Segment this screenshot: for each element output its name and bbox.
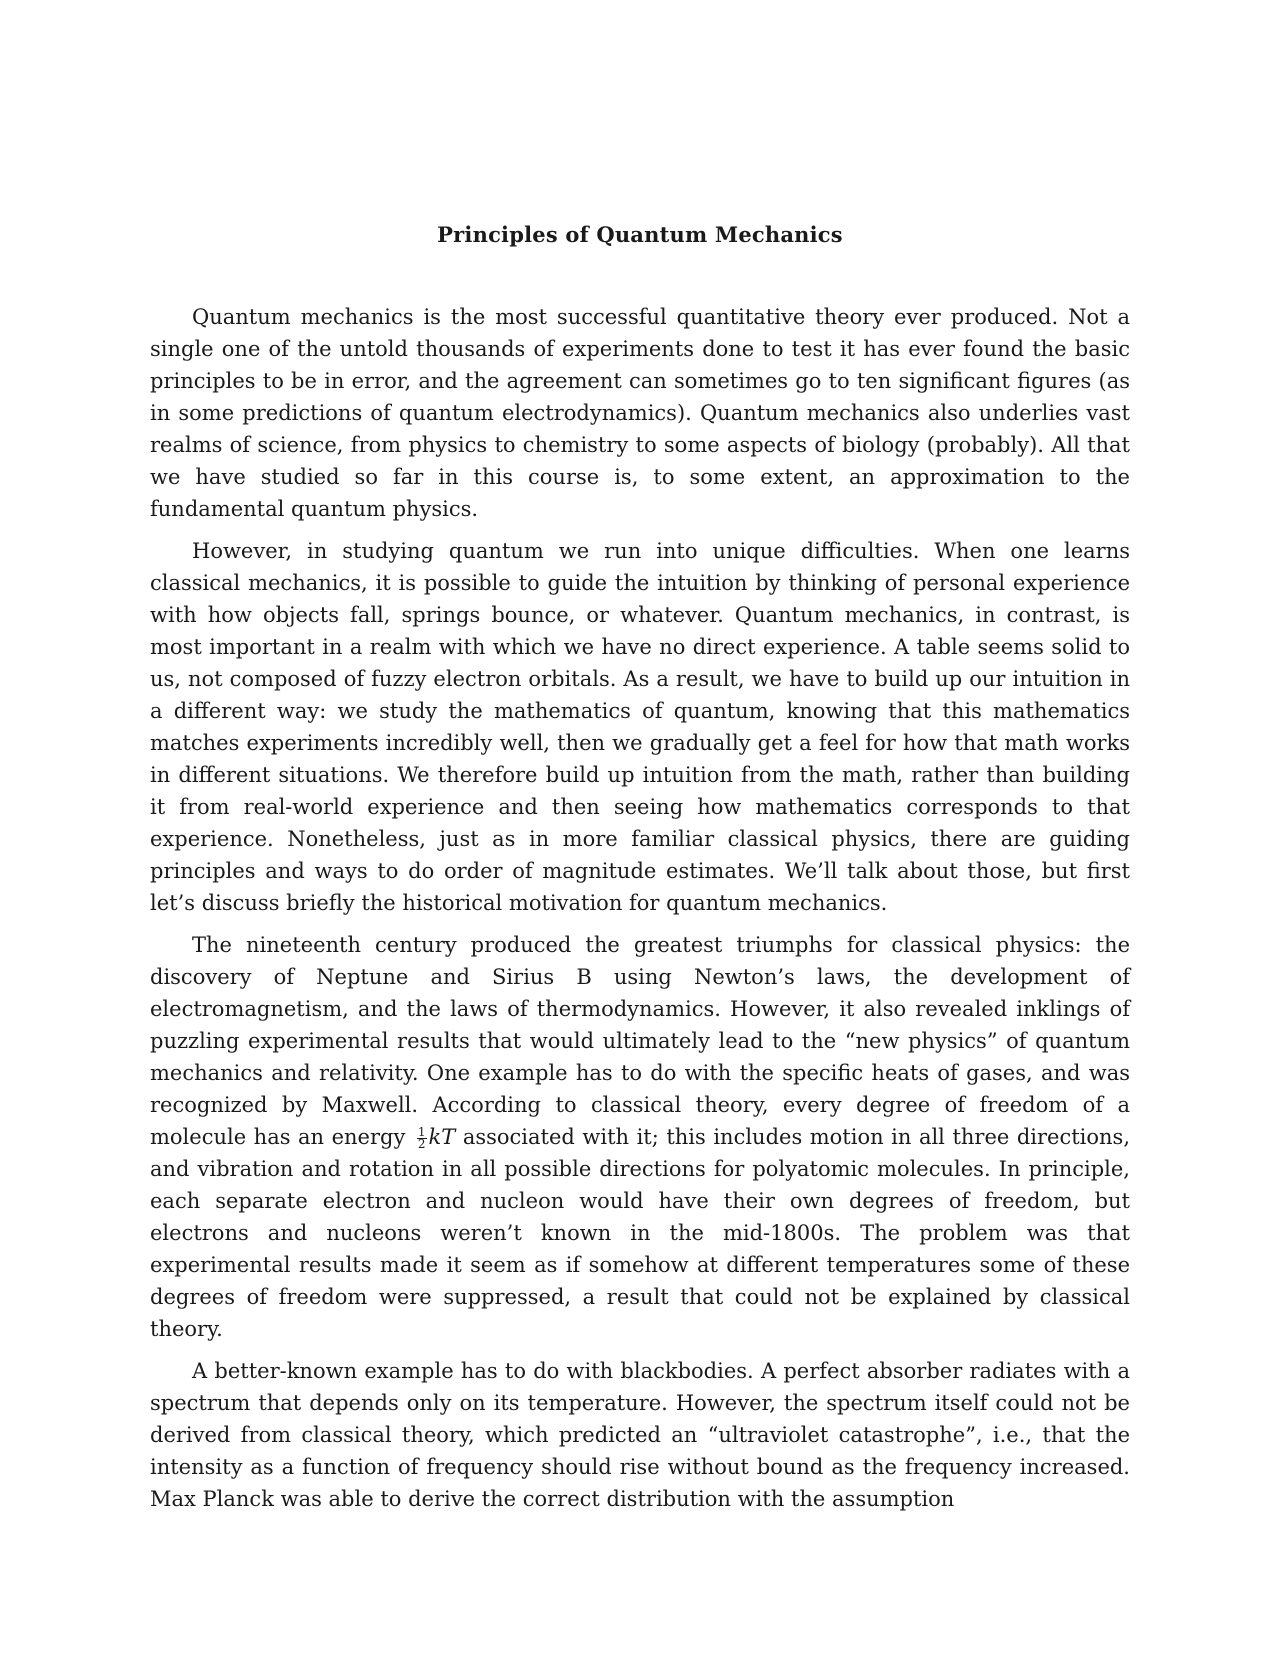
paragraph-1: Quantum mechanics is the most successful quantitative theory ever produced. Not a single one of the untold thousands of experiments done to test it has ever found the basic principles to be in error, and the agreement can sometimes go to ten significant figures (as in some predictions of quantum electrodynamics). Quantum mechanics also underlies vast realms of science, from physics to chemistry to some aspects of biology (probably). All that we have studied so far in this course is, to some extent, an approximation to the fundamental quantum physics. — [150, 305, 1130, 521]
paragraph-3-text-after: associated with it; this includes motion in all three directions, and vibration and rotation in all possible directions for polyatomic molecules. In principle, each separate electron and nucleon would have their own degrees of freedom, but electrons and nucleons weren’t known in the mid-1800s. The problem was that experimental results made it seem as if somehow at different temperatures some of these degrees of freedom were suppressed, a result that could not be explained by classical theory. — [150, 1125, 1130, 1341]
fraction-numerator: 1 — [417, 1125, 426, 1139]
paragraph-3-text-before: The nineteenth century produced the greatest triumphs for classical physics: the discovery of Neptune and Sirius B using Newton’s laws, the development of electromagnetism, and the laws of thermodynamics. However, it also revealed inklings of puzzling experimental results that would ultimately lead to the “new physics” of quantum mechanics and relativity. One example has to do with the specific heats of gases, and was recognized by Maxwell. According to classical theory, every degree of freedom of a molecule has an energy — [150, 933, 1130, 1149]
document-title: Principles of Quantum Mechanics — [437, 222, 843, 247]
fraction-denominator: 2 — [417, 1137, 426, 1151]
fraction-one-half — [417, 1127, 427, 1150]
paragraph-4: A better-known example has to do with blackbodies. A perfect absorber radiates with a spectrum that depends only on its temperature. However, the spectrum itself could not be derived from classical theory, which predicted an “ultraviolet catastrophe”, i.e., that the intensity as a function of frequency should rise without bound as the frequency increased. Max Planck was able to derive the correct distribution with the assumption — [150, 1359, 1130, 1511]
paragraph-2: However, in studying quantum we run into unique difficulties. When one learns classical mechanics, it is possible to guide the intuition by thinking of personal experience with how objects fall, springs bounce, or whatever. Quantum mechanics, in contrast, is most important in a realm with which we have no direct experience. A table seems solid to us, not composed of fuzzy electron orbitals. As a result, we have to build up our intuition in a different way: we study the mathematics of quantum, knowing that this mathematics matches experiments incredibly well, then we gradually get a feel for how that math works in different situations. We therefore build up intuition from the math, rather than building it from real-world experience and then seeing how mathematics corresponds to that experience. Nonetheless, just as in more familiar classical physics, there are guiding principles and ways to do order of magnitude estimates. We’ll talk about those, but first let’s discuss briefly the historical motivation for quantum mechanics. — [150, 539, 1130, 915]
math-kT: kT — [428, 1125, 456, 1149]
paragraph-3 — [150, 929, 1130, 1345]
document-page — [150, 222, 1130, 1525]
